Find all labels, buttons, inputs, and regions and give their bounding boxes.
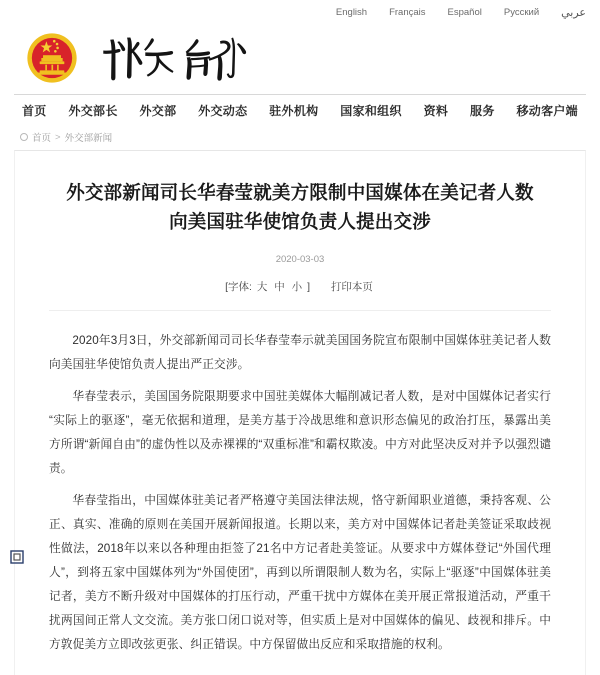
nav-item-resources[interactable]: 资料	[423, 103, 449, 118]
font-size-large-button[interactable]: 大	[256, 281, 268, 294]
nav-item-home[interactable]: 首页	[22, 103, 47, 118]
lang-arabic-link[interactable]: عربي	[561, 6, 586, 19]
font-size-suffix: ]	[307, 281, 311, 294]
article-body	[49, 329, 551, 657]
breadcrumb	[0, 125, 600, 150]
main-navigation	[14, 94, 586, 125]
article-paragraph: 华春莹表示，美国国务院限期要求中国驻美媒体大幅削减记者人数，是对中国媒体记者实行“实际上的驱逐”，毫无依据和道理，是美方基于冷战思维和意识形态偏见的政治打压，暴露出美方所谓“新闻自由”的虚伪性以及赤裸裸的“双重标准”和霸权欺凌。中方对此坚决反对并予以强烈谴责。	[49, 390, 551, 476]
print-page-button[interactable]: 打印本页	[330, 281, 373, 294]
lang-french-link[interactable]: Français	[389, 7, 426, 19]
ministry-wordmark[interactable]	[96, 30, 301, 86]
nav-item-overseas-missions[interactable]: 驻外机构	[269, 103, 319, 118]
china-national-emblem-icon	[24, 30, 80, 86]
language-bar	[0, 0, 600, 22]
nav-item-diplomatic-news[interactable]: 外交动态	[198, 103, 248, 118]
lang-spanish-link[interactable]: Español	[447, 7, 482, 19]
lang-english-link[interactable]: English	[335, 7, 368, 19]
breadcrumb-separator: >	[55, 131, 61, 143]
article-card	[14, 150, 586, 675]
breadcrumb-current: 外交部新闻	[64, 133, 113, 144]
page-title: 外交部新闻司长华春莹就美方限制中国媒体在美记者人数向美国驻华使馆负责人提出交涉	[66, 182, 534, 232]
home-icon	[20, 133, 28, 141]
site-masthead	[0, 22, 600, 94]
article-paragraph: 华春莹指出，中国媒体驻美记者严格遵守美国法律法规，恪守新闻职业道德，秉持客观、公正、真实、准确的原则在美国开展新闻报道。长期以来，美方对中国媒体记者赴美签证采取歧视性做法，2018年以来以各种理由拒签了21名中方记者赴美签证。从要求中方媒体登记“外国代理人”，到将五家中国媒体列为“外国使团”，再到以所谓限制人数为名，实际上“驱逐”中国媒体驻美记者，美方不断升级对中国媒体的打压行动，严重干扰中方媒体在美开展正常报道活动，严重干扰两国间正常人文交流。美方张口闭口说对等，但实质上是对中国媒体的偏见、歧视和排斥。中方敦促美方立即改弦更张、纠正错误。中方保留做出反应和采取措施的权利。	[49, 494, 551, 652]
nav-item-countries-organizations[interactable]: 国家和组织	[340, 103, 402, 118]
nav-item-mobile-client[interactable]: 移动客户端	[516, 103, 578, 118]
breadcrumb-home-link[interactable]: 首页	[32, 133, 52, 144]
nav-item-services[interactable]: 服务	[470, 103, 495, 118]
font-size-medium-button[interactable]: 中	[274, 281, 285, 294]
article-toolbar	[49, 279, 551, 294]
lang-russian-link[interactable]: Русский	[503, 7, 540, 19]
page-corner-icon	[10, 550, 24, 564]
article-date: 2020-03-03	[275, 254, 325, 266]
font-size-small-button[interactable]: 小	[291, 281, 303, 294]
article-paragraph: 2020年3月3日，外交部新闻司司长华春莹奉示就美国国务院宣布限制中国媒体驻美记者人数向美国驻华使馆负责人提出严正交涉。	[49, 334, 551, 372]
font-size-prefix: [字体:	[225, 281, 252, 294]
nav-item-foreign-minister[interactable]: 外交部长	[68, 103, 118, 118]
nav-item-ministry[interactable]: 外交部	[139, 103, 177, 118]
content-divider	[49, 310, 551, 311]
